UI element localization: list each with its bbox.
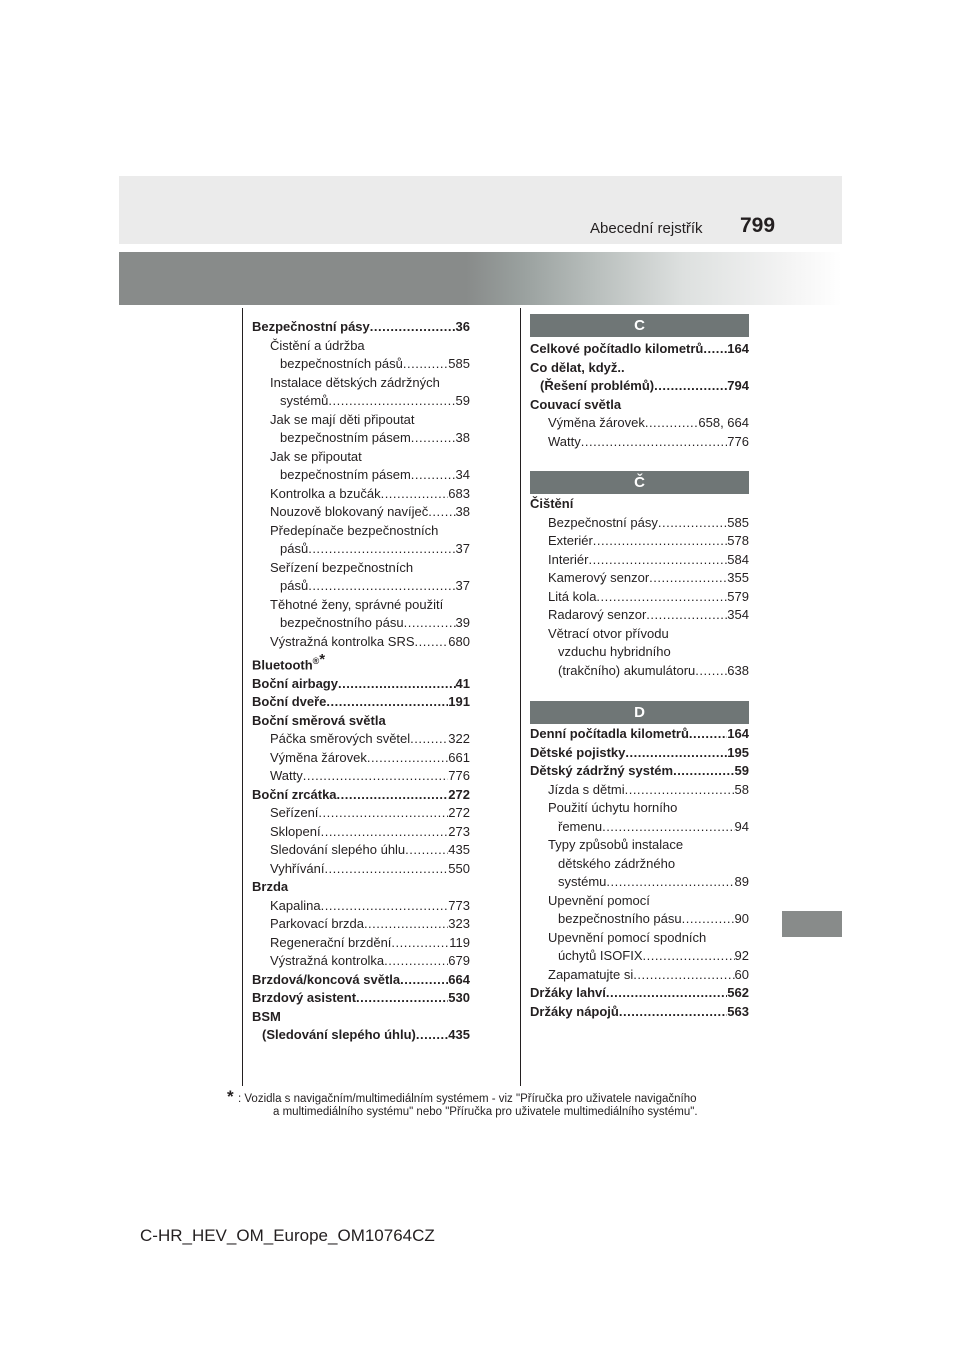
- index-entry: [252, 786, 470, 805]
- dot-leader: [602, 818, 734, 837]
- entry-label: systému: [558, 874, 607, 889]
- entry-label: Výměna žárovek: [548, 415, 645, 430]
- entry-label: úchytů ISOFIX: [558, 948, 643, 963]
- index-entry: Čistění a údržba: [270, 337, 365, 353]
- entry-label: bezpečnostním pásem: [280, 467, 411, 482]
- entry-label: Držáky lahví: [530, 985, 606, 1000]
- entry-page-number: 273: [448, 823, 470, 839]
- index-entry: [252, 804, 470, 823]
- index-entry: [530, 414, 749, 433]
- index-entry: [530, 744, 749, 763]
- index-entry: [252, 934, 470, 953]
- entry-label: Seřízení: [270, 805, 319, 821]
- entry-page-number: 683: [448, 485, 470, 501]
- entry-page-number: 530: [448, 990, 470, 1006]
- entry-page-number: 638: [727, 662, 749, 678]
- dot-leader: [381, 485, 449, 504]
- index-entry: [530, 340, 749, 359]
- entry-page-number: 435: [448, 1027, 470, 1043]
- index-entry: Větrací otvor přívodu: [548, 625, 669, 641]
- entry-page-number: 59: [734, 763, 749, 778]
- dot-leader: [689, 725, 727, 744]
- entry-label: řemenu: [558, 818, 603, 834]
- index-entry: [530, 818, 749, 837]
- index-entry: [530, 514, 749, 533]
- entry-label: Zapamatujte si: [548, 966, 634, 982]
- index-entry: [530, 947, 749, 966]
- entry-page-number: 164: [727, 726, 749, 741]
- dot-leader: [411, 429, 456, 448]
- dot-leader: [703, 340, 727, 359]
- entry-page-number: 323: [448, 916, 470, 932]
- dot-leader: [338, 675, 456, 694]
- index-entry: [252, 540, 470, 559]
- entry-label: Výstražná kontrolka: [270, 953, 385, 969]
- index-entry: Typy způsobů instalace: [548, 837, 684, 852]
- footnote-asterisk: *: [319, 651, 326, 668]
- entry-page-number: 680: [448, 633, 470, 649]
- entry-label: bezpečnostních pásů: [280, 356, 403, 371]
- entry-label: Výměna žárovek: [270, 749, 367, 765]
- footnote: [227, 1087, 757, 1119]
- index-entry: [530, 433, 749, 452]
- entry-page-number: 664: [448, 971, 470, 987]
- index-entry: [252, 989, 470, 1008]
- entry-label: Radarový senzor: [548, 607, 647, 622]
- entry-label: Parkovací brzda: [270, 916, 364, 932]
- index-entry: [530, 569, 749, 588]
- entry-page-number: 322: [448, 731, 470, 747]
- entry-label: Dětské pojistky: [530, 744, 626, 760]
- index-entry: [252, 971, 470, 990]
- index-entry: [530, 910, 749, 929]
- index-entry: [530, 377, 749, 396]
- index-entry: Brzda: [252, 879, 289, 895]
- dot-leader: [367, 749, 448, 768]
- dot-leader: [356, 989, 448, 1008]
- index-column-left: [252, 318, 470, 1045]
- entry-page-number: 39: [455, 615, 470, 630]
- index-entry: [252, 318, 470, 337]
- entry-label: Litá kola: [548, 588, 597, 604]
- dot-leader: [321, 897, 449, 916]
- entry-label: (Řešení problémů): [540, 378, 655, 393]
- index-entry: [252, 355, 470, 374]
- entry-page-number: 191: [448, 694, 470, 710]
- entry-page-number: 41: [455, 675, 470, 691]
- entry-page-number: 435: [448, 842, 470, 858]
- entry-page-number: 585: [448, 356, 470, 371]
- dot-leader: [328, 392, 455, 411]
- document-code: C-HR_HEV_OM_Europe_OM10764CZ: [140, 1226, 435, 1245]
- dot-leader: [364, 915, 448, 934]
- entry-label: pásů: [280, 541, 309, 556]
- entry-page-number: 272: [448, 805, 470, 821]
- entry-page-number: 89: [734, 874, 749, 889]
- index-entry: Jak se mají děti připoutat: [270, 411, 415, 427]
- index-entry: [530, 966, 749, 985]
- letter-heading-d: D: [530, 701, 749, 724]
- dot-leader: [645, 414, 699, 433]
- dot-leader: [324, 860, 448, 879]
- index-entry: [252, 767, 470, 786]
- dot-leader: [588, 551, 727, 570]
- index-entry: [252, 485, 470, 504]
- dot-leader: [370, 318, 456, 337]
- entry-page-number: 38: [455, 504, 470, 519]
- dot-leader: [411, 466, 456, 485]
- entry-label: Kontrolka a bzučák: [270, 485, 381, 501]
- index-entry: Použití úchytu horního: [548, 800, 678, 815]
- index-entry: vzduchu hybridního: [558, 644, 671, 659]
- entry-page-number: 38: [455, 430, 470, 445]
- index-entry: Upevnění pomocí: [548, 892, 650, 908]
- index-entry: [252, 730, 470, 749]
- index-entry: Seřízení bezpečnostních: [270, 559, 414, 575]
- dot-leader: [308, 540, 455, 559]
- entry-label: Bluetooth: [252, 657, 313, 673]
- entry-label: bezpečnostním pásem: [280, 430, 411, 445]
- index-entry: [530, 1003, 749, 1022]
- entry-label: Sklopení: [270, 823, 321, 839]
- dot-leader: [428, 503, 455, 522]
- entry-label: Jízda s dětmi: [548, 781, 625, 797]
- footnote-marker: *: [227, 1087, 234, 1106]
- dot-leader: [391, 934, 449, 953]
- index-entry: Boční směrová světla: [252, 712, 386, 728]
- index-section-c: [530, 340, 749, 451]
- entry-label: Páčka směrových světel: [270, 731, 411, 747]
- index-entry: [530, 781, 749, 800]
- dot-leader: [606, 984, 727, 1003]
- entry-label: Výstražná kontrolka SRS: [270, 633, 415, 649]
- index-section-d: [530, 725, 749, 1021]
- entry-page-number: 60: [734, 966, 749, 982]
- dot-leader: [596, 588, 727, 607]
- entry-page-number: 578: [727, 533, 749, 548]
- dot-leader: [337, 786, 449, 805]
- entry-page-number: 355: [727, 570, 749, 585]
- entry-page-number: 584: [727, 551, 749, 567]
- entry-label: bezpečnostního pásu: [558, 911, 682, 926]
- entry-label: Kapalina: [270, 897, 321, 913]
- entry-page-number: 679: [448, 953, 470, 969]
- index-entry: [252, 749, 470, 768]
- entry-label: Watty: [548, 433, 581, 449]
- entry-page-number: 579: [727, 588, 749, 604]
- dot-leader: [658, 514, 727, 533]
- entry-label: Sledování slepého úhlu: [270, 842, 406, 858]
- entry-page-number: 773: [448, 897, 470, 913]
- index-entry: [252, 841, 470, 860]
- dot-leader: [695, 662, 727, 681]
- footnote-line-2: a multimediálního systému" nebo "Příručka pro uživatele multimediálního systému".: [273, 1106, 698, 1118]
- entry-page-number: 119: [449, 934, 470, 950]
- index-entry: dětského zádržného: [558, 855, 676, 871]
- dot-leader: [654, 377, 727, 396]
- dot-leader: [308, 577, 455, 596]
- index-entry: [530, 551, 749, 570]
- entry-page-number: 58: [734, 781, 749, 797]
- dot-leader: [321, 823, 449, 842]
- entry-page-number: 776: [448, 768, 470, 784]
- entry-label: Watty: [270, 768, 303, 784]
- entry-label: Bezpečnostní pásy: [252, 319, 370, 334]
- index-entry: [252, 860, 470, 879]
- letter-heading-c-caron: Č: [530, 471, 749, 494]
- dot-leader: [593, 532, 728, 551]
- entry-label: Nouzově blokovaný navíječ: [270, 504, 429, 519]
- entry-label: Držáky nápojů: [530, 1003, 619, 1019]
- entry-page-number: 272: [448, 786, 470, 802]
- entry-label: Exteriér: [548, 533, 593, 548]
- dot-leader: [415, 633, 449, 652]
- index-section-c-caron: [530, 495, 749, 680]
- dot-leader: [633, 966, 734, 985]
- dot-leader: [673, 762, 734, 781]
- dot-leader: [619, 1003, 727, 1022]
- index-entry: Upevnění pomocí spodních: [548, 929, 707, 945]
- entry-page-number: 354: [727, 607, 749, 622]
- index-entry: Čištění: [530, 496, 574, 511]
- page-number: 799: [740, 214, 776, 237]
- index-entry: [252, 466, 470, 485]
- entry-label: Kamerový senzor: [548, 570, 650, 585]
- dot-leader: [625, 744, 727, 763]
- dot-leader: [403, 355, 448, 374]
- section-title: Abecední rejstřík: [590, 220, 703, 237]
- dot-leader: [326, 693, 448, 712]
- registered-mark: ®: [312, 656, 320, 666]
- entry-label: systémů: [280, 393, 329, 408]
- entry-label: Regenerační brzdění: [270, 934, 392, 950]
- entry-page-number: 36: [455, 319, 470, 334]
- index-entry: [252, 952, 470, 971]
- index-entry: [530, 532, 749, 551]
- dot-leader: [581, 433, 728, 452]
- dot-leader: [649, 569, 727, 588]
- entry-page-number: 776: [727, 433, 749, 449]
- index-entry: Co dělat, když..: [530, 359, 625, 375]
- header-band: [119, 176, 842, 244]
- dot-leader: [303, 767, 449, 786]
- chapter-thumb-tab: [782, 911, 842, 937]
- dot-leader: [625, 781, 735, 800]
- entry-label: Dětský zádržný systém: [530, 763, 674, 778]
- footnote-line-1: : Vozidla s navigačním/multimediálním systémem - viz "Příručka pro uživatele navigačního: [238, 1093, 697, 1105]
- dot-leader: [643, 947, 735, 966]
- index-entry: [252, 915, 470, 934]
- index-entry: BSM: [252, 1008, 281, 1024]
- index-entry: [252, 429, 470, 448]
- dot-leader: [606, 873, 734, 892]
- entry-page-number: 658, 664: [698, 415, 749, 430]
- entry-label: Brzdová/koncová světla: [252, 971, 401, 987]
- index-entry: [252, 651, 470, 675]
- index-entry: [252, 675, 470, 694]
- index-entry: Couvací světla: [530, 396, 622, 412]
- entry-label: Boční airbagy: [252, 675, 338, 691]
- entry-label: Vyhřívání: [270, 860, 325, 876]
- index-entry: Jak se připoutat: [270, 448, 362, 464]
- dot-leader: [400, 971, 448, 990]
- entry-page-number: 34: [455, 467, 470, 482]
- entry-label: Boční zrcátka: [252, 786, 337, 802]
- entry-page-number: 94: [734, 818, 749, 834]
- entry-label: Celkové počítadlo kilometrů: [530, 341, 704, 356]
- index-entry: [252, 823, 470, 842]
- entry-page-number: 195: [727, 744, 749, 760]
- entry-label: pásů: [280, 578, 309, 593]
- entry-page-number: 562: [727, 985, 749, 1000]
- entry-label: Denní počítadla kilometrů: [530, 726, 689, 741]
- dot-leader: [405, 841, 448, 860]
- entry-page-number: 37: [455, 541, 470, 556]
- index-entry: [252, 614, 470, 633]
- index-entry: [530, 762, 749, 781]
- index-entry: [252, 897, 470, 916]
- dot-leader: [404, 614, 456, 633]
- entry-page-number: 563: [727, 1003, 749, 1019]
- index-entry: [530, 873, 749, 892]
- index-entry: [252, 1026, 470, 1045]
- dot-leader: [646, 606, 727, 625]
- entry-label: (trakčního) akumulátoru: [558, 662, 696, 678]
- dot-leader: [410, 730, 448, 749]
- dot-leader: [384, 952, 448, 971]
- entry-page-number: 59: [455, 393, 470, 408]
- entry-page-number: 661: [448, 749, 470, 765]
- index-entry: [530, 984, 749, 1003]
- entry-page-number: 90: [734, 911, 749, 926]
- entry-label: bezpečnostního pásu: [280, 615, 404, 630]
- index-entry: [252, 577, 470, 596]
- entry-label: Bezpečnostní pásy: [548, 514, 658, 530]
- entry-label: (Sledování slepého úhlu): [262, 1027, 416, 1043]
- dot-leader: [682, 910, 735, 929]
- index-entry: [530, 588, 749, 607]
- index-entry: [252, 503, 470, 522]
- entry-label: Interiér: [548, 551, 589, 567]
- index-entry: Instalace dětských zádržných: [270, 374, 440, 390]
- index-entry: Těhotné ženy, správné použití: [270, 596, 444, 612]
- dot-leader: [318, 804, 448, 823]
- index-entry: [252, 392, 470, 411]
- index-entry: Předepínače bezpečnostních: [270, 522, 439, 538]
- decorative-gradient-bar: [119, 252, 842, 305]
- column-divider-middle: [520, 308, 521, 1086]
- index-entry: [252, 693, 470, 712]
- index-entry: [530, 606, 749, 625]
- index-entry: [252, 633, 470, 652]
- entry-label: Brzdový asistent: [252, 990, 357, 1006]
- entry-page-number: 37: [455, 578, 470, 593]
- index-entry: [530, 662, 749, 681]
- entry-page-number: 92: [734, 948, 749, 963]
- column-divider-left: [242, 308, 243, 1086]
- entry-label: Boční dveře: [252, 694, 327, 710]
- letter-heading-c: C: [530, 314, 749, 337]
- entry-page-number: 164: [727, 341, 749, 356]
- index-entry: [530, 725, 749, 744]
- entry-page-number: 794: [727, 378, 749, 393]
- entry-page-number: 550: [448, 860, 470, 876]
- entry-page-number: 585: [727, 514, 749, 530]
- dot-leader: [416, 1026, 448, 1045]
